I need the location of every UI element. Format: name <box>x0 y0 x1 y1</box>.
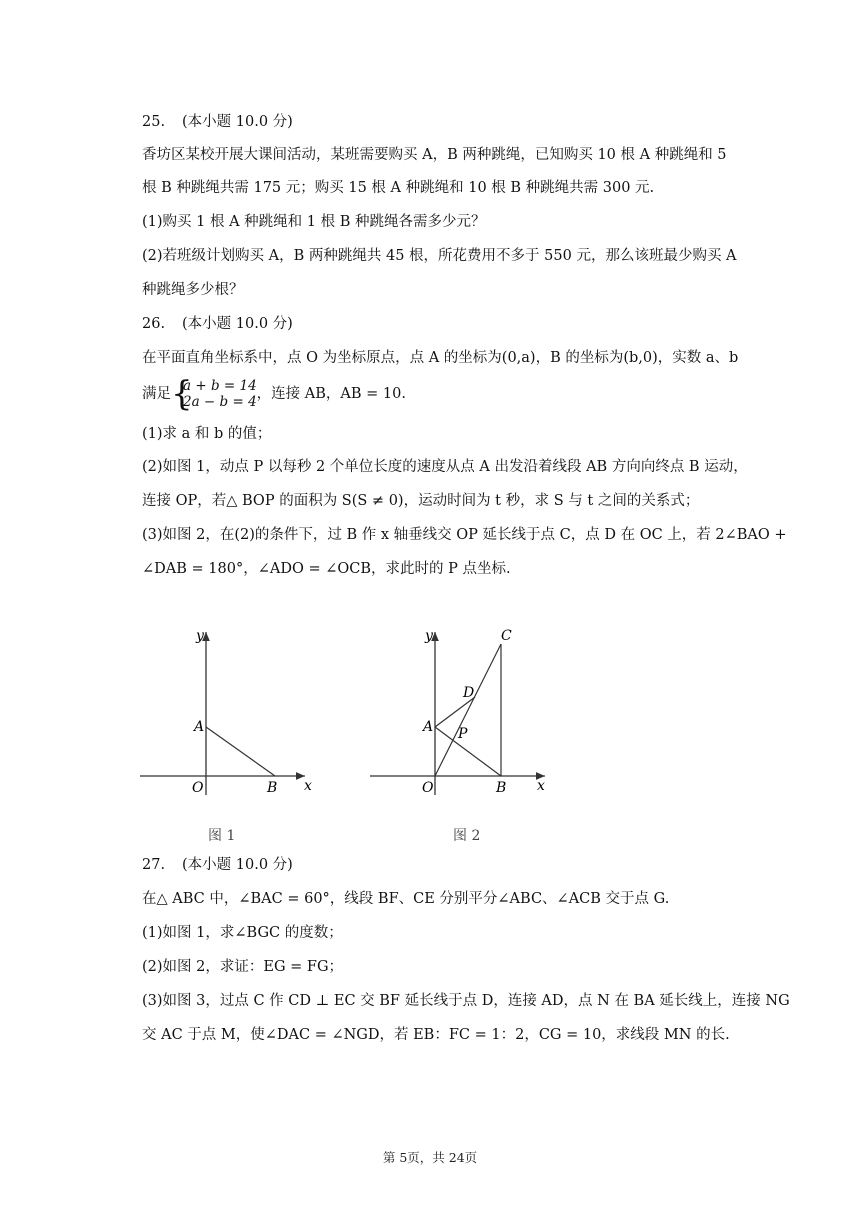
fig2-segment-oc <box>435 644 501 776</box>
fig2-segment-ad <box>435 697 475 727</box>
fig1-label-x: x <box>304 778 312 794</box>
brace-glyph: { <box>171 374 193 414</box>
fig1-segment-ab <box>206 727 275 776</box>
q25-sub1: (1)购买 1 根 A 种跳绳和 1 根 B 种跳绳各需多少元？ <box>142 214 486 230</box>
q27-sub3b: 交 AC 于点 M，使∠DAC = ∠NGD，若 EB：FC = 1：2，CG = 10，求线段 MN 的长. <box>142 1027 730 1043</box>
q26-meta: (本小题 10.0 分) <box>182 316 293 332</box>
q26-line2 <box>142 374 406 414</box>
equation-2: 2a − b = 4 <box>183 394 257 410</box>
q26-header <box>142 314 293 334</box>
fig1-label-y: y <box>196 628 204 644</box>
q27-header <box>142 855 293 875</box>
fig2-label-c: C <box>501 628 512 644</box>
fig2-label-o: O <box>422 780 434 796</box>
equation-system <box>171 374 257 414</box>
q25-line1: 香坊区某校开展大课间活动，某班需要购买 A，B 两种跳绳，已知购买 10 根 A 种跳绳和 5 <box>142 147 727 163</box>
q26-line2-pre: 满足 <box>142 386 171 402</box>
fig2-label-x: x <box>537 778 545 794</box>
q26-sub2a: (2)如图 1，动点 P 以每秒 2 个单位长度的速度从点 A 出发沿着线段 AB 方向向终点 B 运动， <box>142 459 748 475</box>
q26-sub3a: (3)如图 2，在(2)的条件下，过 B 作 x 轴垂线交 OP 延长线于点 C，点 D 在 OC 上，若 2∠BAO + <box>142 527 787 543</box>
figure-1 <box>130 620 330 800</box>
q26-sub3b: ∠DAB = 180°，∠ADO = ∠OCB，求此时的 P 点坐标. <box>142 561 511 577</box>
q25-meta: (本小题 10.0 分) <box>182 114 293 130</box>
q25-line2: 根 B 种跳绳共需 175 元；购买 15 根 A 种跳绳和 10 根 B 种跳绳共需 300 元. <box>142 180 655 196</box>
q26-sub1: (1)求 a 和 b 的值； <box>142 426 272 442</box>
q27-sub1: (1)如图 1，求∠BGC 的度数； <box>142 925 343 941</box>
fig2-caption: 图 2 <box>453 828 481 844</box>
fig2-label-d: D <box>463 685 475 701</box>
q27-sub3a: (3)如图 3，过点 C 作 CD ⊥ EC 交 BF 延长线于点 D，连接 AD，点 N 在 BA 延长线上，连接 NG <box>142 993 790 1009</box>
fig1-label-b: B <box>267 780 278 796</box>
fig2-label-y: y <box>425 628 433 644</box>
q26-sub2b: 连接 OP，若△ BOP 的面积为 S(S ≠ 0)，运动时间为 t 秒，求 S 与 t 之间的关系式； <box>142 493 700 509</box>
fig1-caption: 图 1 <box>208 828 236 844</box>
fig1-label-o: O <box>192 780 204 796</box>
q25-sub2b: 种跳绳多少根？ <box>142 282 244 298</box>
q25-sub2a: (2)若班级计划购买 A，B 两种跳绳共 45 根，所花费用不多于 550 元，那么该班最少购买 A <box>142 248 737 264</box>
q26-line2-post: ，连接 AB，AB = 10. <box>256 386 406 402</box>
q27-number: 27. <box>142 857 166 873</box>
fig2-segment-ab <box>435 727 501 776</box>
q26-number: 26. <box>142 316 166 332</box>
q27-line1: 在△ ABC 中，∠BAC = 60°，线段 BF、CE 分别平分∠ABC、∠ACB 交于点 G. <box>142 891 670 907</box>
q27-meta: (本小题 10.0 分) <box>182 857 293 873</box>
equation-1: a + b = 14 <box>183 378 257 394</box>
q26-line1: 在平面直角坐标系中，点 O 为坐标原点，点 A 的坐标为(0,a)，B 的坐标为(b,0)，实数 a、b <box>142 350 739 366</box>
figure-2 <box>365 620 565 800</box>
fig2-label-b: B <box>496 780 507 796</box>
fig2-label-a: A <box>423 719 434 735</box>
page-footer: 第 5页，共 24页 <box>382 1150 478 1165</box>
fig1-label-a: A <box>194 719 205 735</box>
q27-sub2: (2)如图 2，求证：EG = FG； <box>142 959 344 975</box>
fig2-label-p: P <box>458 726 468 742</box>
q25-header <box>142 112 293 132</box>
q25-number: 25. <box>142 114 166 130</box>
